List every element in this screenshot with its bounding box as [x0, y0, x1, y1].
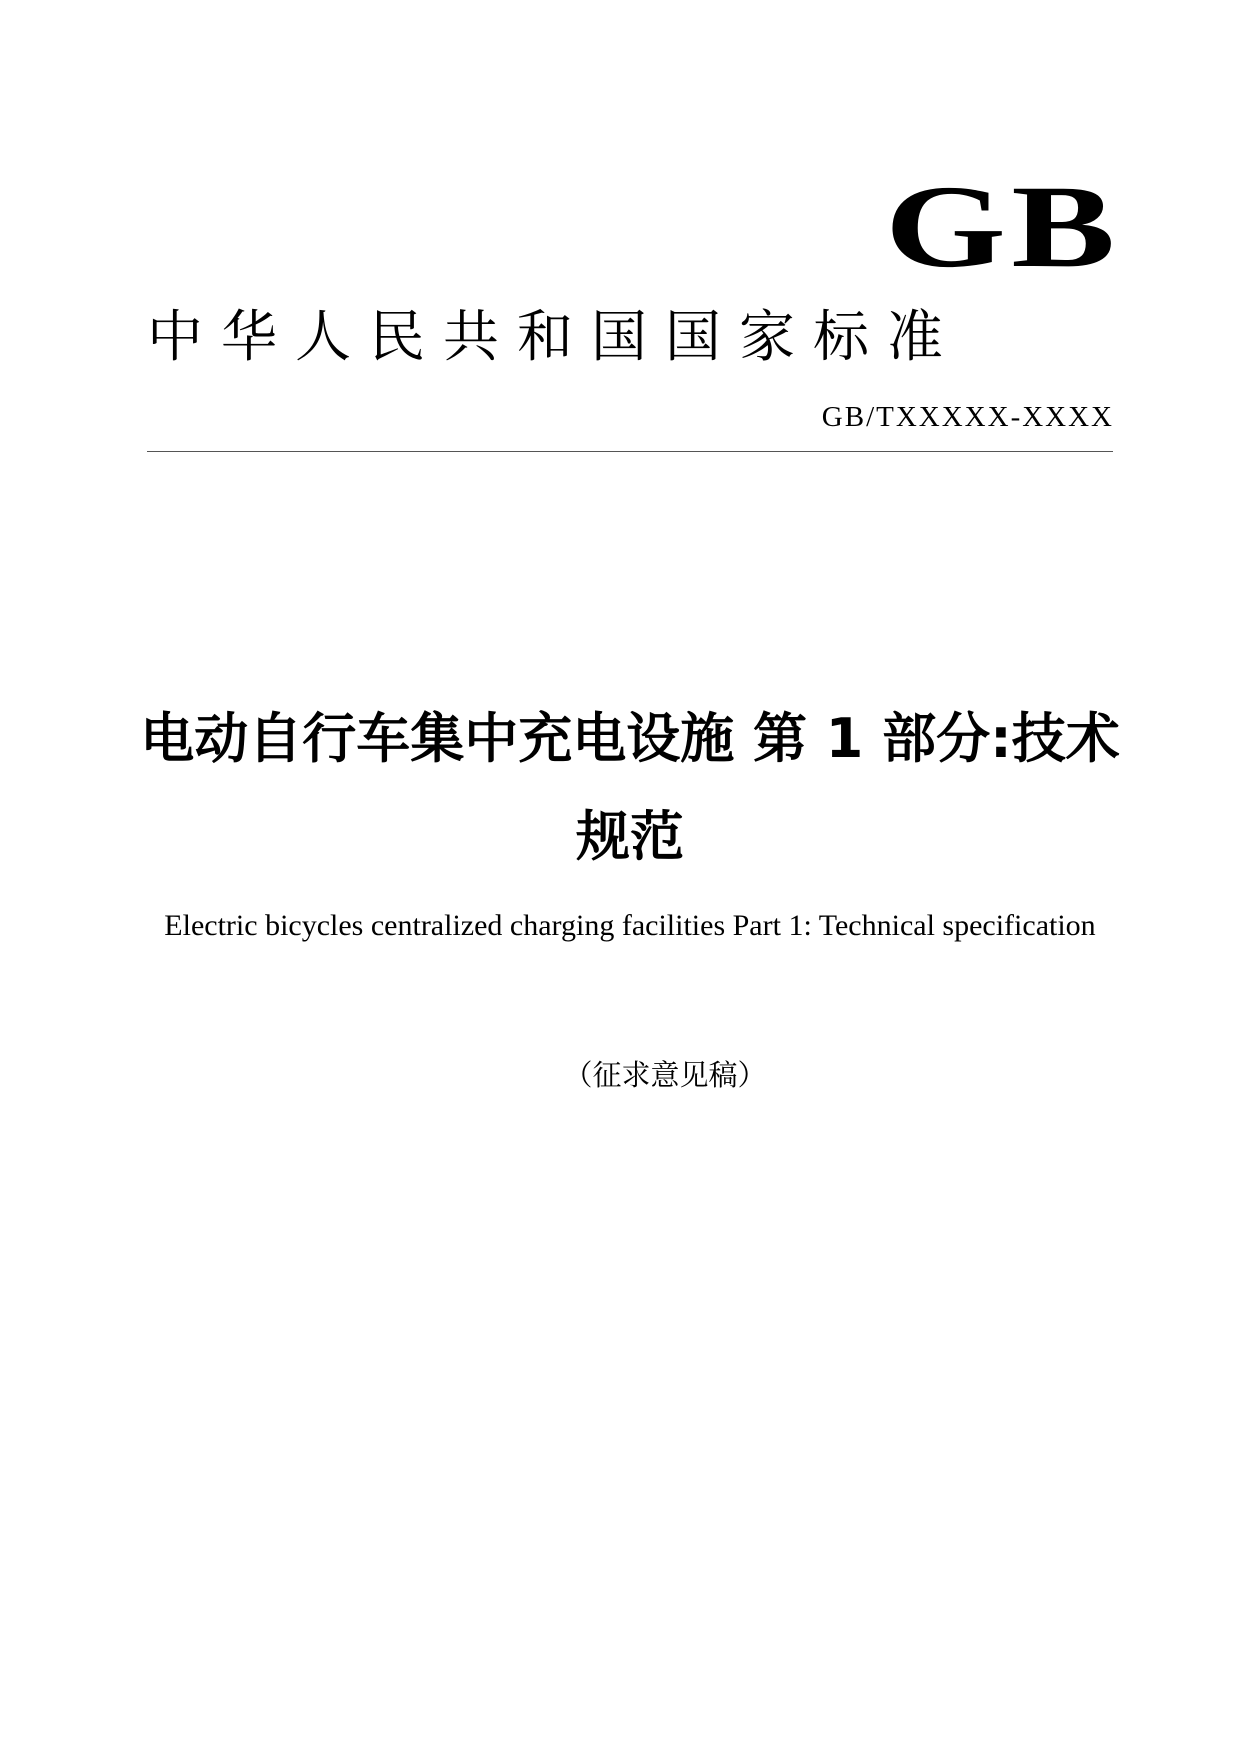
- document-title-english: Electric bicycles centralized charging facilities Part 1: Technical specification: [164, 909, 1096, 942]
- draft-status-note: （征求意见稿）: [563, 1058, 767, 1092]
- standard-number: GB/TXXXXX-XXXX: [821, 401, 1114, 433]
- document-title-chinese: 电动自行车集中充电设施 第 1 部分:技术规范: [140, 707, 1120, 868]
- gb-logo: GB: [884, 161, 1120, 292]
- header-divider: [147, 451, 1113, 452]
- standard-type-heading: 中华人民共和国国家标准: [147, 305, 961, 370]
